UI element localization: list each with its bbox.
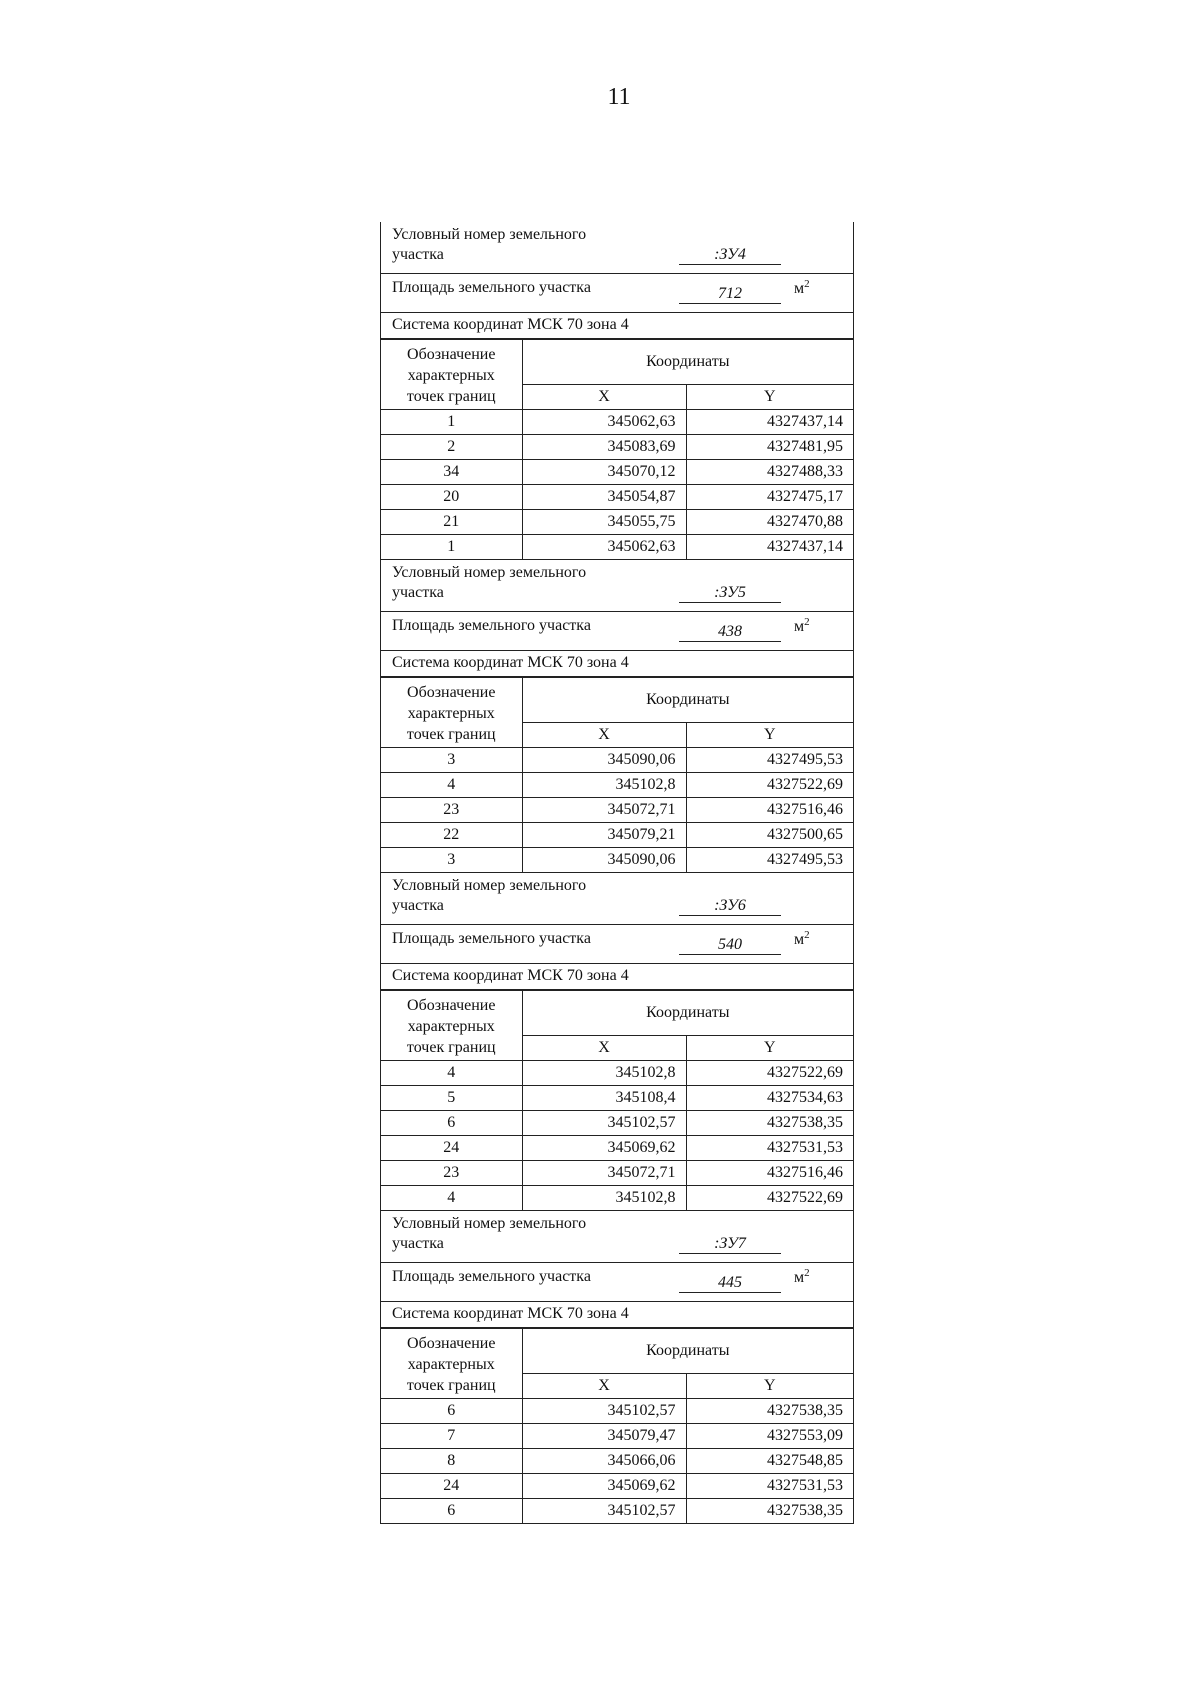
plot-number-label [392, 225, 586, 265]
table-row [381, 1449, 853, 1474]
point-id: 4 [381, 1186, 522, 1211]
y-value: 4327516,46 [686, 798, 853, 823]
table-row [381, 773, 853, 798]
coordinates-header: Координаты [522, 678, 853, 723]
plot-area-value: 438 [679, 623, 781, 642]
table-row [381, 1161, 853, 1186]
label-line: точек границ [406, 1377, 496, 1394]
label-line: Условный номер земельного [392, 877, 587, 894]
label-line: характерных [407, 1356, 495, 1373]
plot-section [381, 222, 853, 560]
y-value: 4327538,35 [686, 1499, 853, 1524]
point-id: 1 [381, 410, 522, 435]
label-line: Условный номер земельного [392, 564, 587, 581]
coordinates-header: Координаты [522, 991, 853, 1036]
y-value: 4327553,09 [686, 1424, 853, 1449]
unit-exponent: 2 [804, 1267, 810, 1279]
coordinates-table [381, 339, 853, 560]
coordinates-table [381, 677, 853, 873]
x-header: X [522, 723, 686, 748]
x-value: 345066,06 [522, 1449, 686, 1474]
y-value: 4327522,69 [686, 1061, 853, 1086]
table-row [381, 823, 853, 848]
y-value: 4327531,53 [686, 1474, 853, 1499]
table-row [381, 798, 853, 823]
plot-area-value: 540 [679, 936, 781, 955]
point-id: 23 [381, 798, 522, 823]
point-id: 3 [381, 848, 522, 873]
y-value: 4327548,85 [686, 1449, 853, 1474]
table-row [381, 1111, 853, 1136]
plot-number-row [381, 560, 853, 612]
y-header: Y [686, 723, 853, 748]
plot-area-row [381, 274, 853, 313]
x-header: X [522, 385, 686, 410]
point-id: 1 [381, 535, 522, 560]
label-line: Обозначение [407, 346, 496, 363]
table-row [381, 1136, 853, 1161]
x-value: 345055,75 [522, 510, 686, 535]
y-value: 4327488,33 [686, 460, 853, 485]
y-value: 4327516,46 [686, 1161, 853, 1186]
y-value: 4327481,95 [686, 435, 853, 460]
point-id: 22 [381, 823, 522, 848]
x-value: 345102,8 [522, 1061, 686, 1086]
x-value: 345062,63 [522, 535, 686, 560]
point-id: 5 [381, 1086, 522, 1111]
plot-area-label: Площадь земельного участка [392, 279, 591, 296]
y-value: 4327495,53 [686, 848, 853, 873]
label-line: точек границ [406, 726, 496, 743]
table-row [381, 535, 853, 560]
y-value: 4327522,69 [686, 1186, 853, 1211]
unit-exponent: 2 [804, 278, 810, 290]
label-line: участка [392, 584, 444, 601]
points-header [381, 340, 522, 410]
table-row [381, 1499, 853, 1524]
area-unit [794, 1269, 810, 1287]
point-id: 4 [381, 1061, 522, 1086]
plot-area-row [381, 612, 853, 651]
point-id: 4 [381, 773, 522, 798]
point-id: 34 [381, 460, 522, 485]
coordinate-system-label: Система координат МСК 70 зона 4 [392, 654, 629, 671]
plot-number-value: :ЗУ5 [679, 584, 781, 603]
y-header: Y [686, 1374, 853, 1399]
point-id: 24 [381, 1474, 522, 1499]
table-row [381, 435, 853, 460]
x-value: 345062,63 [522, 410, 686, 435]
plot-number-row [381, 222, 853, 274]
label-line: участка [392, 1235, 444, 1252]
label-line: участка [392, 246, 444, 263]
label-line: участка [392, 897, 444, 914]
area-unit [794, 931, 810, 949]
coordinate-system-row [381, 651, 853, 677]
plot-area-row [381, 1263, 853, 1302]
y-value: 4327495,53 [686, 748, 853, 773]
label-line: Условный номер земельного [392, 226, 587, 243]
plot-number-label [392, 876, 586, 916]
plot-area-value: 445 [679, 1274, 781, 1293]
x-value: 345102,57 [522, 1111, 686, 1136]
coordinate-system-row [381, 1302, 853, 1328]
plot-number-row [381, 1211, 853, 1263]
table-row [381, 1061, 853, 1086]
y-value: 4327470,88 [686, 510, 853, 535]
points-header [381, 1329, 522, 1399]
x-value: 345079,47 [522, 1424, 686, 1449]
label-line: Обозначение [407, 684, 496, 701]
table-row [381, 748, 853, 773]
y-header: Y [686, 1036, 853, 1061]
label-line: характерных [407, 367, 495, 384]
coordinates-table [381, 1328, 853, 1524]
y-value: 4327531,53 [686, 1136, 853, 1161]
plot-number-label [392, 1214, 586, 1254]
table-row [381, 1086, 853, 1111]
label-line: Условный номер земельного [392, 1215, 587, 1232]
points-header [381, 991, 522, 1061]
unit-base: м [794, 1269, 805, 1286]
y-value: 4327437,14 [686, 410, 853, 435]
x-value: 345102,57 [522, 1399, 686, 1424]
plot-area-label: Площадь земельного участка [392, 1268, 591, 1285]
plot-area-value: 712 [679, 285, 781, 304]
plot-area-label: Площадь земельного участка [392, 617, 591, 634]
label-line: характерных [407, 1018, 495, 1035]
plot-number-label [392, 563, 586, 603]
coordinates-header: Координаты [522, 340, 853, 385]
y-header: Y [686, 385, 853, 410]
plots-document [380, 222, 854, 1524]
label-line: точек границ [406, 1039, 496, 1056]
table-row [381, 848, 853, 873]
point-id: 6 [381, 1399, 522, 1424]
coordinate-system-row [381, 313, 853, 339]
table-row [381, 1424, 853, 1449]
point-id: 6 [381, 1499, 522, 1524]
plot-number-value: :ЗУ6 [679, 897, 781, 916]
point-id: 2 [381, 435, 522, 460]
label-line: Обозначение [407, 1335, 496, 1352]
point-id: 21 [381, 510, 522, 535]
point-id: 6 [381, 1111, 522, 1136]
coordinate-system-label: Система координат МСК 70 зона 4 [392, 1305, 629, 1322]
plot-area-row [381, 925, 853, 964]
plot-number-row [381, 873, 853, 925]
plot-number-value: :ЗУ7 [679, 1235, 781, 1254]
y-value: 4327538,35 [686, 1399, 853, 1424]
x-header: X [522, 1036, 686, 1061]
x-value: 345070,12 [522, 460, 686, 485]
point-id: 7 [381, 1424, 522, 1449]
label-line: характерных [407, 705, 495, 722]
coordinates-table [381, 990, 853, 1211]
plot-section [381, 1211, 853, 1524]
plot-area-label: Площадь земельного участка [392, 930, 591, 947]
x-value: 345102,8 [522, 773, 686, 798]
plot-number-value: :ЗУ4 [679, 246, 781, 265]
point-id: 23 [381, 1161, 522, 1186]
y-value: 4327534,63 [686, 1086, 853, 1111]
table-header-row [381, 678, 853, 723]
coordinate-system-label: Система координат МСК 70 зона 4 [392, 967, 629, 984]
y-value: 4327475,17 [686, 485, 853, 510]
table-row [381, 460, 853, 485]
table-row [381, 485, 853, 510]
table-row [381, 410, 853, 435]
plot-section [381, 560, 853, 873]
point-id: 24 [381, 1136, 522, 1161]
page-number: 11 [607, 84, 631, 110]
table-header-row [381, 1329, 853, 1374]
table-header-row [381, 340, 853, 385]
x-value: 345102,57 [522, 1499, 686, 1524]
coordinate-system-label: Система координат МСК 70 зона 4 [392, 316, 629, 333]
x-header: X [522, 1374, 686, 1399]
points-header [381, 678, 522, 748]
unit-base: м [794, 931, 805, 948]
y-value: 4327437,14 [686, 535, 853, 560]
point-id: 20 [381, 485, 522, 510]
x-value: 345090,06 [522, 848, 686, 873]
table-header-row [381, 991, 853, 1036]
table-row [381, 1474, 853, 1499]
plot-section [381, 873, 853, 1211]
x-value: 345108,4 [522, 1086, 686, 1111]
y-value: 4327500,65 [686, 823, 853, 848]
y-value: 4327522,69 [686, 773, 853, 798]
table-row [381, 1399, 853, 1424]
label-line: точек границ [406, 388, 496, 405]
x-value: 345072,71 [522, 1161, 686, 1186]
x-value: 345102,8 [522, 1186, 686, 1211]
area-unit [794, 280, 810, 298]
x-value: 345090,06 [522, 748, 686, 773]
y-value: 4327538,35 [686, 1111, 853, 1136]
coordinates-header: Координаты [522, 1329, 853, 1374]
table-row [381, 510, 853, 535]
x-value: 345083,69 [522, 435, 686, 460]
x-value: 345054,87 [522, 485, 686, 510]
x-value: 345069,62 [522, 1136, 686, 1161]
x-value: 345072,71 [522, 798, 686, 823]
unit-exponent: 2 [804, 616, 810, 628]
area-unit [794, 618, 810, 636]
x-value: 345079,21 [522, 823, 686, 848]
coordinate-system-row [381, 964, 853, 990]
point-id: 3 [381, 748, 522, 773]
table-row [381, 1186, 853, 1211]
point-id: 8 [381, 1449, 522, 1474]
unit-base: м [794, 618, 805, 635]
x-value: 345069,62 [522, 1474, 686, 1499]
unit-base: м [794, 280, 805, 297]
label-line: Обозначение [407, 997, 496, 1014]
unit-exponent: 2 [804, 929, 810, 941]
